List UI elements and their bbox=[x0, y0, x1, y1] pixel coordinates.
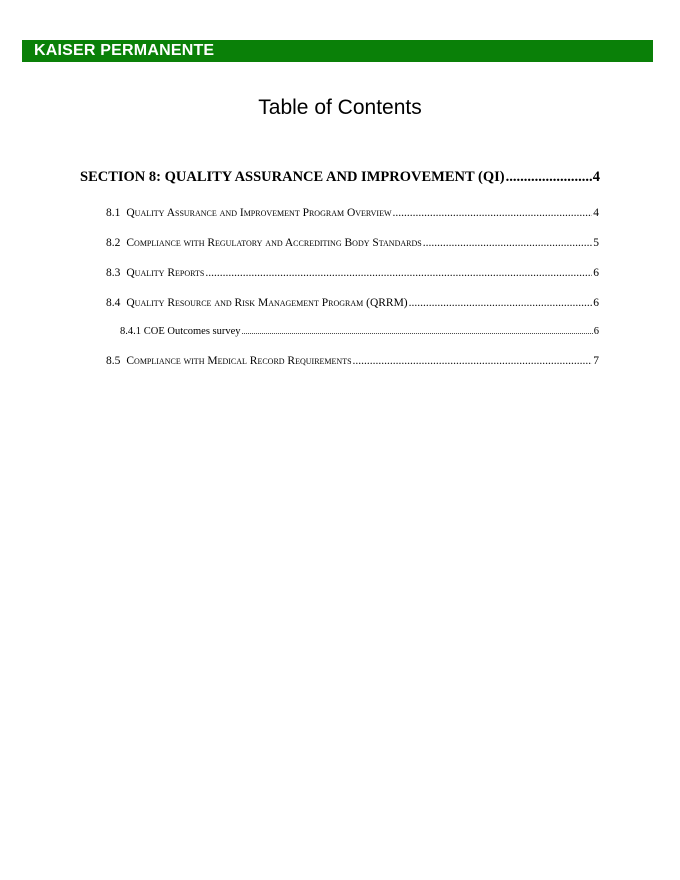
toc-entry-number: 8.2 bbox=[106, 237, 121, 249]
toc-entry-label: Compliance with Regulatory and Accrediting Body Standards bbox=[126, 237, 422, 249]
toc-entry-page: 5 bbox=[593, 237, 599, 249]
toc-entry-8-1[interactable] bbox=[106, 207, 599, 219]
toc-entry-number: 8.3 bbox=[106, 267, 121, 279]
dot-leader bbox=[353, 355, 593, 367]
dot-leader bbox=[423, 237, 593, 249]
toc-entry-label: Quality Resource and Risk Management Program (QRRM) bbox=[126, 297, 408, 309]
toc-entry-8-2[interactable] bbox=[106, 237, 599, 249]
dot-leader bbox=[409, 297, 593, 309]
toc-entry-number: 8.5 bbox=[106, 355, 121, 367]
dot-leader bbox=[506, 169, 592, 186]
toc-entry-8-5[interactable] bbox=[106, 355, 599, 367]
header-bar bbox=[22, 40, 653, 62]
toc-entry-label: COE Outcomes survey bbox=[143, 326, 241, 337]
toc-entry-label: SECTION 8: QUALITY ASSURANCE AND IMPROVEMENT (QI) bbox=[80, 169, 505, 185]
toc-entry-number: 8.1 bbox=[106, 207, 121, 219]
toc-title: Table of Contents bbox=[258, 96, 422, 119]
toc-entry-page: 6 bbox=[593, 326, 599, 337]
toc-entry-8-4-1[interactable] bbox=[120, 326, 599, 337]
toc-entry-label: Quality Assurance and Improvement Program Overview bbox=[126, 207, 392, 219]
toc-entry-page: 4 bbox=[593, 207, 599, 219]
toc-entry-page: 6 bbox=[593, 267, 599, 279]
brand-name: KAISER PERMANENTE bbox=[34, 42, 215, 59]
toc-section-8[interactable] bbox=[80, 169, 600, 186]
dot-leader bbox=[205, 267, 592, 279]
dot-leader bbox=[242, 327, 593, 336]
toc-entry-number: 8.4 bbox=[106, 297, 121, 309]
toc-entry-page: 7 bbox=[593, 355, 599, 367]
toc-entry-page: 4 bbox=[592, 169, 600, 185]
dot-leader bbox=[393, 207, 593, 219]
toc-entry-label: Compliance with Medical Record Requirements bbox=[126, 355, 352, 367]
toc-entry-number: 8.4.1 bbox=[120, 326, 141, 337]
toc-entry-label: Quality Reports bbox=[126, 267, 205, 279]
toc-entry-8-3[interactable] bbox=[106, 267, 599, 279]
toc-entry-page: 6 bbox=[593, 297, 599, 309]
toc-entry-8-4[interactable] bbox=[106, 297, 599, 309]
